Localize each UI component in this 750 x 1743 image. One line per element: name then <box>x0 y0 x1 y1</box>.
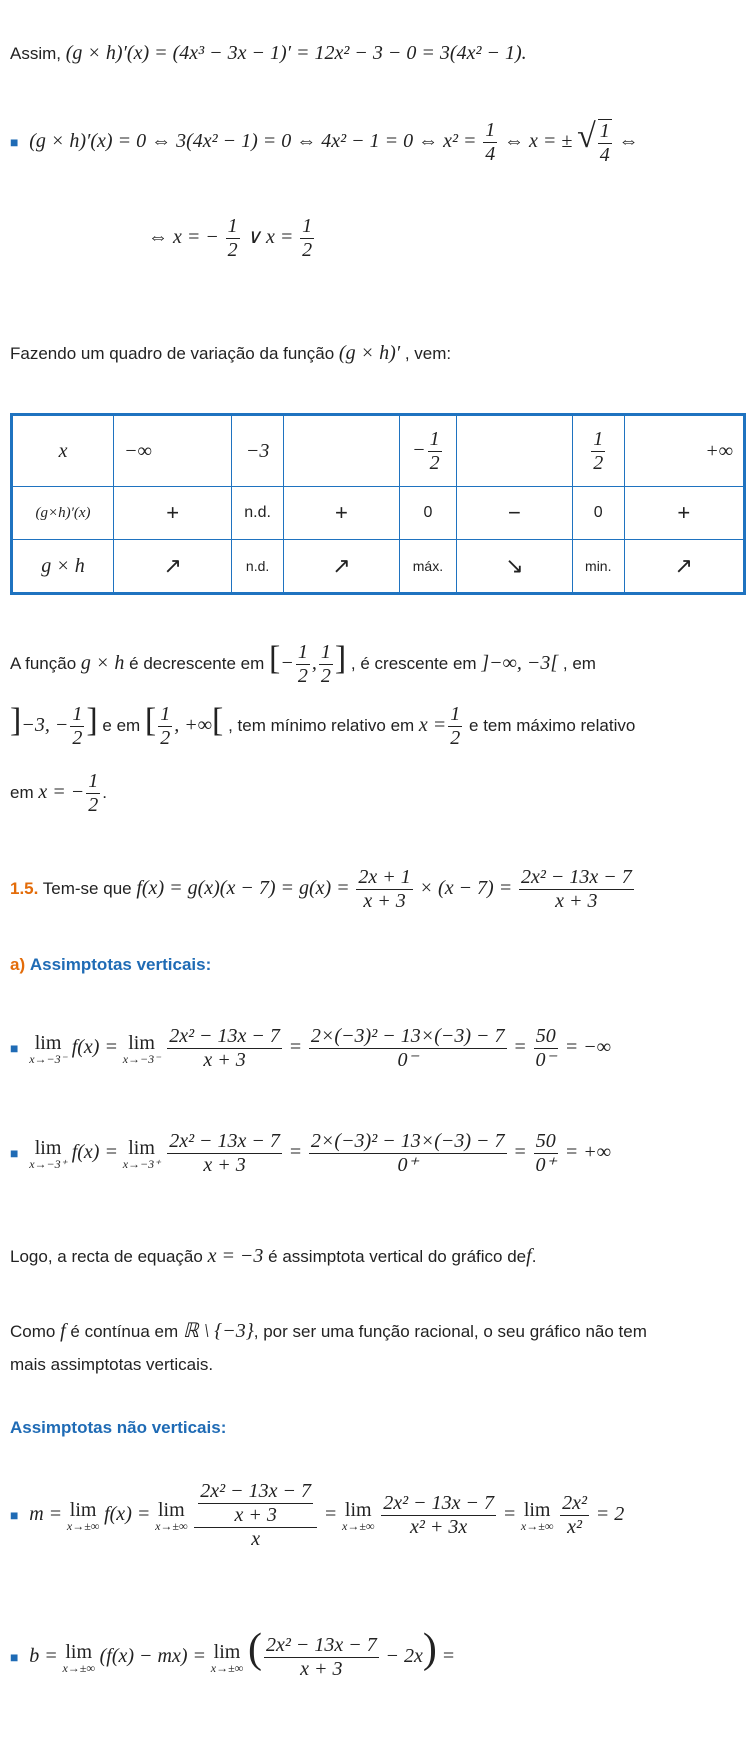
fraction-half-a: $\frac{1}{2}$ <box>227 215 238 261</box>
arrow-up-icon: ↗ <box>114 540 232 594</box>
text: em <box>10 782 34 802</box>
bracket-icon: ] <box>86 702 98 739</box>
cell-max: máx. <box>399 540 456 594</box>
expr-f: f <box>526 1245 532 1267</box>
text-vem: , vem: <box>404 344 452 363</box>
table-row-derivative <box>12 487 745 540</box>
text-quadro: Fazendo um quadro de variação da função <box>10 344 335 363</box>
text: e em <box>102 716 141 735</box>
heading-text: Assimptotas não verticais: <box>10 1418 227 1437</box>
table-row-function <box>12 540 745 594</box>
cancelled-fraction: $\frac{\text{2x²}}{\text{x²}}$ <box>562 1492 587 1538</box>
expr: x = −3 <box>207 1245 264 1267</box>
paragraph-continuity-1 <box>10 1318 647 1343</box>
bullet-icon: ■ <box>10 1649 19 1665</box>
arrow-down-icon: ↘ <box>456 540 572 594</box>
paragraph-monotony-2: ]−3, − $\frac{1}{2}$ ] e em [ $\frac{1}{2}$ , +∞[ , tem mínimo relativo em x = $\frac{1}{2}$ e tem máximo relativo <box>10 702 636 750</box>
line-derivative <box>10 42 527 65</box>
cell-empty-2 <box>456 415 572 487</box>
heading-label: a) <box>10 955 26 974</box>
table-row-x <box>12 415 745 487</box>
paragraph-monotony-3: em x = − $\frac{1}{2}$ . <box>10 770 107 816</box>
bracket-icon: [ <box>269 640 281 677</box>
expr-f: f <box>60 1320 66 1342</box>
cell-half: $\frac{1}{2}$ <box>572 415 624 487</box>
text: mais assimptotas verticais. <box>10 1355 214 1374</box>
text: . <box>531 1247 537 1266</box>
cell-nd: n.d. <box>232 540 284 594</box>
text-assim: Assim, <box>10 44 61 63</box>
text: Logo, a recta de equação <box>10 1247 203 1266</box>
bullet-icon: ■ <box>10 1506 19 1523</box>
expr: f(x) = <box>104 1502 151 1525</box>
b-label: b = <box>29 1645 58 1667</box>
cell-x-label: x <box>12 415 114 487</box>
expr: (f(x) − mx) = <box>99 1645 207 1667</box>
paragraph-vertical-asymptote <box>10 1245 536 1268</box>
line-quadro <box>10 342 451 365</box>
m-line: ■ m = lim x→±∞ f(x) = lim x→±∞ $\frac{\frac{\text{2x² − 13x − 7}}{x + 3}}{x}$ = lim x→±∞ $\frac{\text{2x² − 13x − 7}}{\text{x² + 3x}}$ = lim x→±∞ $\frac{\text{2x²}}{\text{x²}}$ = 2 <box>10 1480 625 1550</box>
limit-result: = +∞ <box>564 1140 612 1163</box>
text: A função <box>10 654 77 673</box>
quadro-expression: (g × h)′ <box>338 342 401 364</box>
solution-a: ⇔ x = − <box>148 225 219 248</box>
bullet-icon: ■ <box>10 134 19 150</box>
bullet-icon: ■ <box>10 1144 19 1161</box>
cell-sign: + <box>624 487 744 540</box>
section-text: Tem-se que <box>42 878 132 898</box>
limit-left: ■ lim x→−3⁻ f(x) = lim x→−3⁻ $\frac{\text{2x² − 13x − 7}}{x + 3}$ = $\frac{\text{2×(−3)² − 13×(−3) − 7}}{0^-}$ = $\frac{50}{0^-}$ = −∞ <box>10 1025 612 1071</box>
cell-min: min. <box>572 540 624 594</box>
text: , por ser uma função racional, o seu gráfico não tem <box>253 1322 647 1341</box>
section-1-5: 1.5. Tem-se que f(x) = g(x)(x − 7) = g(x) = $\frac{2x + 1}{x + 3}$ × (x − 7) = $\frac{\text{2x² − 13x − 7}}{x + 3}$ <box>10 866 632 912</box>
text: , tem mínimo relativo em <box>228 716 415 735</box>
text: . <box>102 782 107 802</box>
cell-minus-half: − $\frac{1}{2}$ <box>399 415 456 487</box>
sqrt-icon: √ <box>577 118 596 155</box>
cell-zero: 0 <box>572 487 624 540</box>
arrow-up-icon: ↗ <box>624 540 744 594</box>
text: é decrescente em <box>129 654 265 673</box>
arrow-up-icon: ↗ <box>283 540 399 594</box>
bracket-icon: ] <box>10 702 22 739</box>
fraction-one-quarter: $\frac{1}{4}$ <box>485 119 496 166</box>
paragraph-continuity-2 <box>10 1355 213 1375</box>
heading-text: Assimptotas verticais: <box>29 955 212 974</box>
text: Como <box>10 1322 56 1341</box>
cell-minus-inf: −∞ <box>114 415 232 487</box>
limit-right: ■ lim x→−3⁺ f(x) = lim x→−3⁺ $\frac{\text{2x² − 13x − 7}}{x + 3}$ = $\frac{\text{2×(−3)² − 13×(−3) − 7}}{0^+}$ = $\frac{50}{0^+}$ = +∞ <box>10 1130 612 1176</box>
paren-icon: ( <box>247 1626 262 1672</box>
text: e tem máximo relativo <box>469 716 636 735</box>
cell-sign: + <box>283 487 399 540</box>
cell-plus-inf: +∞ <box>624 415 744 487</box>
b-line: ■ b = lim x→±∞ (f(x) − mx) = lim x→±∞ ( $\frac{\text{2x² − 13x − 7}}{x + 3}$ − 2x) = <box>10 1626 456 1681</box>
m-label: m = <box>29 1502 63 1525</box>
m-result: = 2 <box>595 1502 625 1525</box>
zero-expression-b: ⇔ x = ± <box>503 130 573 152</box>
text: é contínua em <box>70 1322 179 1341</box>
derivative-expression: (g × h)′(x) = (4x³ − 3x − 1)′ = 12x² − 3 − 0 = 3(4x² − 1). <box>65 42 527 64</box>
heading-vertical-asymptotes <box>10 955 211 975</box>
cell-minus-3: −3 <box>232 415 284 487</box>
text: é assimptota vertical do gráfico de <box>268 1247 527 1266</box>
fraction-half-b: $\frac{1}{2}$ <box>302 215 313 261</box>
bullet-icon: ■ <box>10 1039 19 1056</box>
zero-expression-c: ⇔ <box>618 130 639 152</box>
bracket-icon: [ <box>212 702 224 739</box>
paren-icon: ) <box>422 1626 437 1672</box>
paragraph-monotony-1: A função g × h é decrescente em [− $\frac{1}{2}$ , $\frac{1}{2}$ ] , é crescente em ]−∞, −3[ , em <box>10 640 596 688</box>
cell-derivative-label: (g×h)′(x) <box>12 487 114 540</box>
solution-b: ∨ x = <box>246 225 294 248</box>
text: , é crescente em <box>350 654 477 673</box>
cell-nd: n.d. <box>232 487 284 540</box>
cell-function-label: g × h <box>12 540 114 594</box>
interval-expr: ]−∞, −3[ <box>481 652 559 674</box>
fraction-f: $\frac{\text{2x² − 13x − 7}}{x + 3}$ <box>520 866 632 912</box>
section-expr: f(x) = g(x)(x − 7) = g(x) = <box>136 876 350 899</box>
cell-sign: − <box>456 487 572 540</box>
cell-sign: + <box>114 487 232 540</box>
zero-expression-a: (g × h)′(x) = 0 ⇔ 3(4x² − 1) = 0 ⇔ 4x² − 1 = 0 ⇔ x² = <box>29 130 477 152</box>
heading-non-vertical-asymptotes <box>10 1418 226 1438</box>
limit-result: = −∞ <box>564 1035 612 1058</box>
section-label: 1.5. <box>10 878 39 898</box>
fraction-sqrt-quarter: $\frac{1}{4}$ <box>599 119 610 166</box>
variation-table <box>10 413 746 595</box>
bracket-icon: ] <box>334 640 347 677</box>
text: , em <box>562 654 596 673</box>
expr: − 2x <box>385 1645 423 1667</box>
line-solutions <box>148 215 316 262</box>
set-expr: ℝ \ {−3} <box>182 1320 254 1342</box>
bracket-icon: [ <box>144 702 157 739</box>
expr-gh: g × h <box>80 652 125 674</box>
cell-empty-1 <box>283 415 399 487</box>
line-zero-derivative <box>10 118 638 167</box>
cell-zero: 0 <box>399 487 456 540</box>
expr: = <box>441 1645 456 1667</box>
